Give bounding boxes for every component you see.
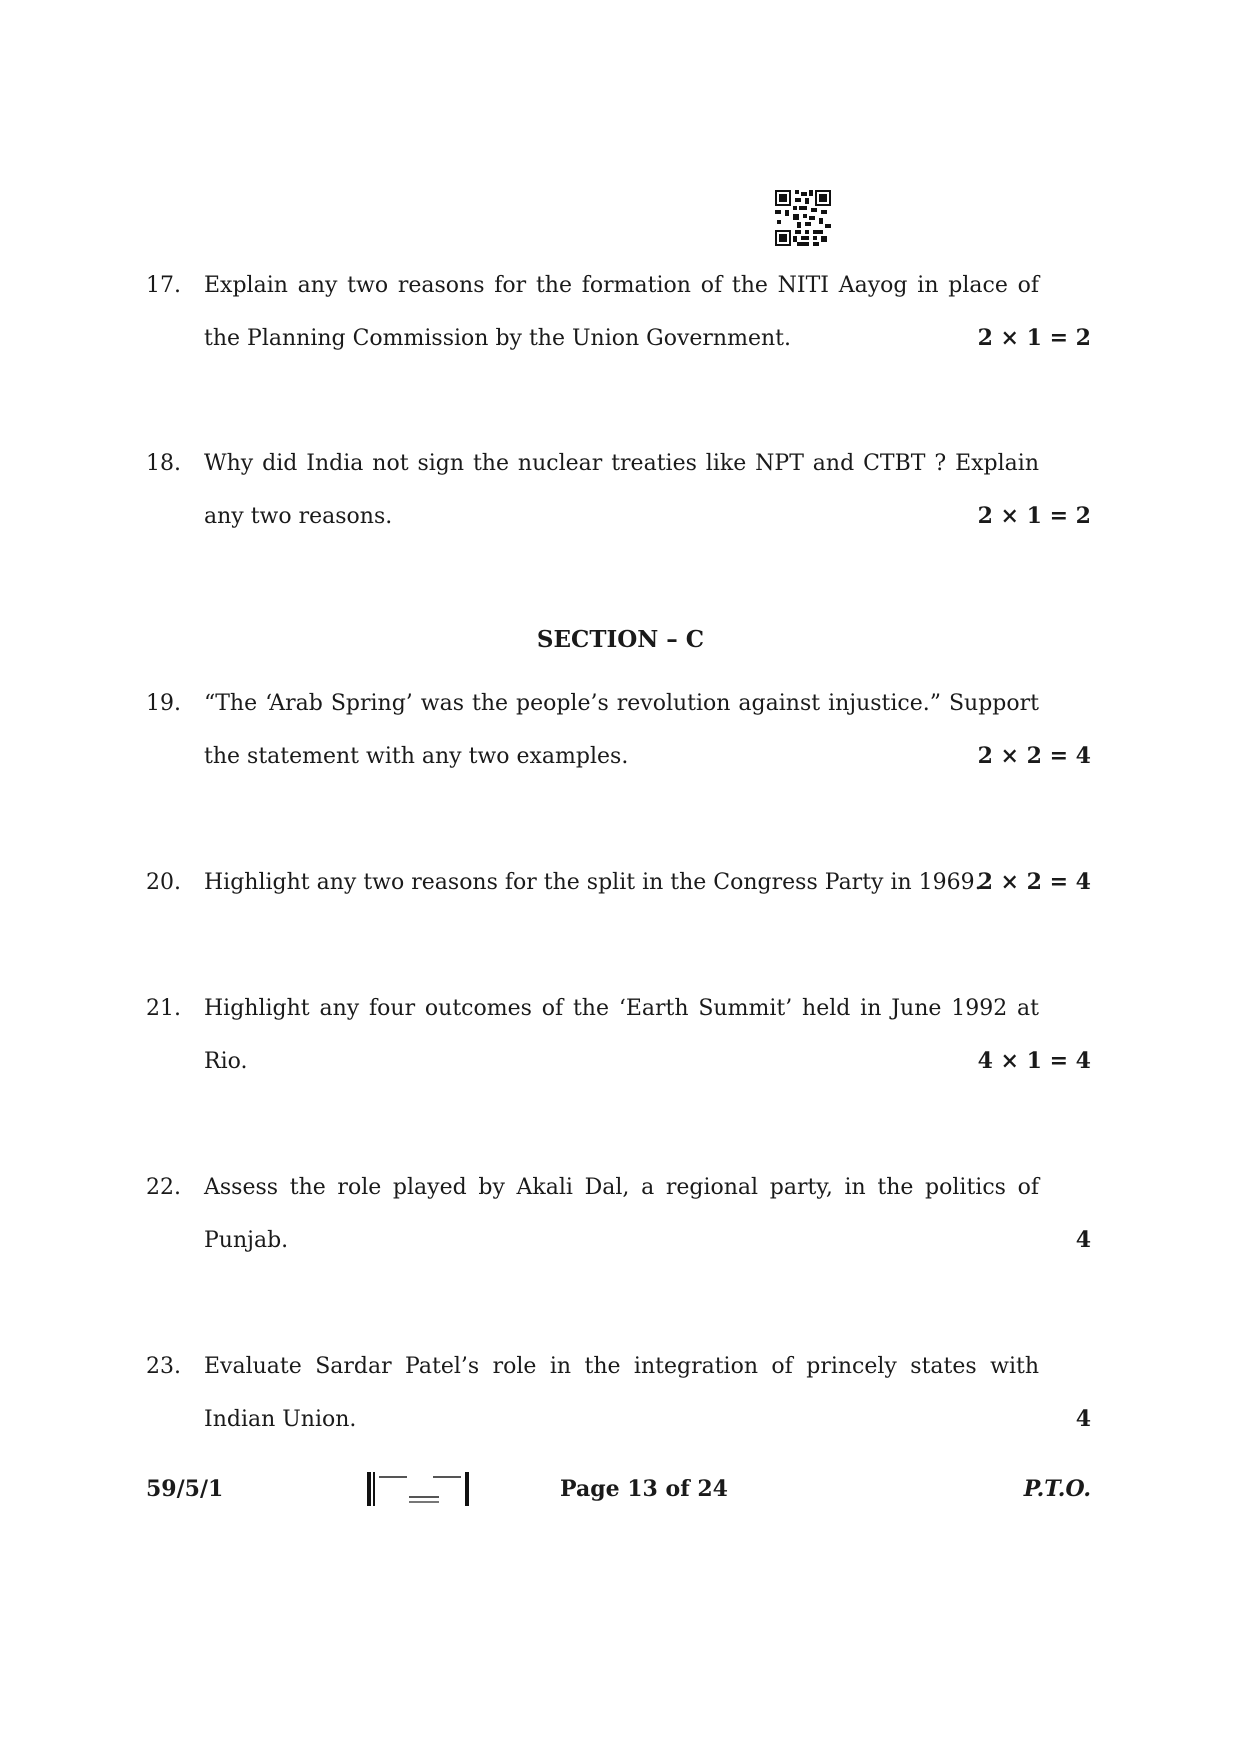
question-marks: 4	[1075, 1406, 1091, 1432]
question-number: 22.	[146, 1175, 181, 1200]
question-number: 21.	[146, 996, 181, 1021]
question-17	[146, 259, 1091, 365]
pto-label: P.T.O.	[1023, 1476, 1091, 1502]
section-title: SECTION – C	[536, 626, 705, 653]
question-line: Highlight any four outcomes of the ‘Earth Summit’ held in June 1992 at	[204, 996, 1039, 1021]
barcode-icon	[367, 1470, 471, 1508]
question-21	[146, 982, 1091, 1088]
question-line: any two reasons.	[204, 504, 393, 529]
question-line: Why did India not sign the nuclear treaties like NPT and CTBT ? Explain	[204, 451, 1039, 476]
question-text	[204, 259, 1039, 365]
question-line: the statement with any two examples.	[204, 744, 629, 769]
question-marks: 2 × 2 = 4	[977, 869, 1091, 895]
page-footer	[146, 1476, 1091, 1516]
question-line: Explain any two reasons for the formation of the NITI Aayog in place of	[204, 273, 1039, 298]
question-number: 19.	[146, 691, 181, 716]
question-marks: 2 × 1 = 2	[977, 503, 1091, 529]
question-text	[204, 1161, 1039, 1267]
paper-code: 59/5/1	[146, 1476, 224, 1502]
question-line: Indian Union.	[204, 1407, 357, 1432]
qr-code-icon	[775, 190, 831, 246]
page-number: Page 13 of 24	[560, 1476, 728, 1502]
question-18	[146, 437, 1091, 543]
question-text	[204, 856, 984, 909]
question-text	[204, 437, 1039, 543]
question-number: 18.	[146, 451, 181, 476]
question-line: the Planning Commission by the Union Government.	[204, 326, 791, 351]
question-line: Highlight any two reasons for the split in the Congress Party in 1969.	[204, 870, 982, 895]
question-marks: 2 × 1 = 2	[977, 325, 1091, 351]
question-marks: 2 × 2 = 4	[977, 743, 1091, 769]
question-20	[146, 856, 1091, 909]
question-19	[146, 677, 1091, 783]
question-text	[204, 982, 1039, 1088]
question-line: Evaluate Sardar Patel’s role in the integration of princely states with	[204, 1354, 1039, 1379]
question-number: 23.	[146, 1354, 181, 1379]
question-text	[204, 1340, 1039, 1446]
question-line: Rio.	[204, 1049, 248, 1074]
question-number: 20.	[146, 870, 181, 895]
question-23	[146, 1340, 1091, 1446]
question-line: “The ‘Arab Spring’ was the people’s revolution against injustice.” Support	[204, 691, 1039, 716]
question-line: Assess the role played by Akali Dal, a regional party, in the politics of	[204, 1175, 1039, 1200]
question-text	[204, 677, 1039, 783]
question-marks: 4	[1075, 1227, 1091, 1253]
question-22	[146, 1161, 1091, 1267]
question-line: Punjab.	[204, 1228, 289, 1253]
question-number: 17.	[146, 273, 181, 298]
question-marks: 4 × 1 = 4	[977, 1048, 1091, 1074]
